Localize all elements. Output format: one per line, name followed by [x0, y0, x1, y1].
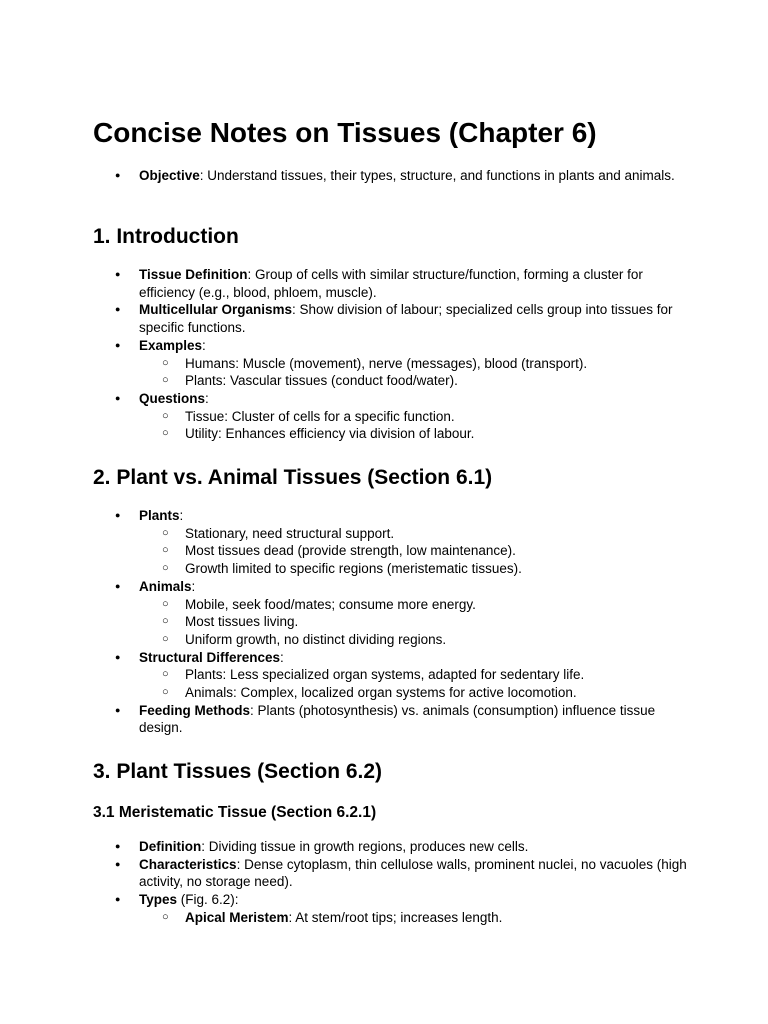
list-item	[139, 390, 687, 443]
item-text: : Plants (photosynthesis) vs. animals (consumption) influence tissue design.	[139, 702, 656, 736]
list-item	[139, 578, 687, 649]
item-text: : Show division of labour; specialized cells group into tissues for specific functions.	[139, 302, 673, 336]
item-label: Multicellular Organisms	[139, 302, 293, 318]
item-label: Characteristics	[139, 856, 237, 872]
sub-list-item: ○ Plants: Less specialized organ systems, adapted for sedentary life.	[185, 666, 687, 684]
sub-list-item: ○ Uniform growth, no distinct dividing regions.	[185, 631, 687, 649]
item-label: Types	[139, 892, 178, 908]
item-text: : Understand tissues, their types, structure, and functions in plants and animals.	[199, 168, 675, 183]
sub-list	[139, 525, 687, 578]
sub-list	[139, 596, 687, 649]
sub-list-item: ○ Most tissues living.	[185, 613, 687, 631]
sub-list-item: ○ Utility: Enhances efficiency via division of labour.	[185, 425, 687, 443]
sub-list-item: ○ Stationary, need structural support.	[185, 525, 687, 543]
item-label: Structural Differences	[139, 649, 281, 665]
list-item	[139, 301, 687, 336]
sub-list-item: ○ Most tissues dead (provide strength, low maintenance).	[185, 542, 687, 560]
sub-list-item: ○ Growth limited to specific regions (meristematic tissues).	[185, 560, 687, 578]
sub-list-item	[185, 909, 687, 927]
item-label: Definition	[139, 839, 202, 854]
item-label: Plants	[139, 508, 180, 523]
meristematic-list	[139, 838, 687, 927]
sub-list	[139, 355, 687, 390]
sub-list	[139, 666, 687, 701]
list-item	[139, 856, 687, 891]
item-text: :	[280, 649, 284, 665]
item-label: Objective	[139, 168, 200, 183]
item-label: Apical Meristem	[185, 909, 289, 925]
list-item	[139, 167, 687, 185]
introduction-list	[139, 266, 687, 443]
sub-list-item: ○ Humans: Muscle (movement), nerve (messages), blood (transport).	[185, 355, 687, 373]
item-label: Feeding Methods	[139, 702, 250, 718]
item-text: :	[205, 390, 209, 406]
list-item	[139, 891, 687, 926]
item-text: (Fig. 6.2):	[177, 892, 239, 908]
sub-list-item: ○ Mobile, seek food/mates; consume more energy.	[185, 596, 687, 614]
list-item	[139, 266, 687, 301]
section-heading: 2. Plant vs. Animal Tissues (Section 6.1)	[93, 466, 493, 489]
page-title: Concise Notes on Tissues (Chapter 6)	[93, 117, 597, 148]
list-item	[139, 337, 687, 390]
item-text: :	[191, 578, 196, 594]
item-text: : At stem/root tips; increases length.	[288, 909, 503, 925]
list-item	[139, 507, 687, 578]
section-heading: 3. Plant Tissues (Section 6.2)	[93, 760, 383, 783]
plant-animal-list	[139, 507, 687, 737]
item-text: :	[179, 508, 184, 523]
sub-list-item: ○ Tissue: Cluster of cells for a specific function.	[185, 408, 687, 426]
sub-list-item: ○ Animals: Complex, localized organ systems for active locomotion.	[185, 684, 687, 702]
item-text: : Group of cells with similar structure/function, forming a cluster for efficiency (e.g., blood, phloem, muscle).	[139, 267, 643, 300]
item-label: Animals	[139, 578, 192, 594]
sub-list	[139, 408, 687, 443]
item-label: Questions	[139, 390, 206, 406]
item-text: :	[202, 337, 206, 353]
subsection-heading: 3.1 Meristematic Tissue (Section 6.2.1)	[93, 804, 377, 821]
item-text: : Dense cytoplasm, thin cellulose walls, prominent nuclei, no vacuoles (high activity, no storage need).	[139, 856, 687, 890]
item-label: Tissue Definition	[139, 267, 248, 282]
section-heading: 1. Introduction	[93, 225, 239, 248]
list-item	[139, 702, 687, 737]
objective-list	[139, 167, 687, 185]
list-item	[139, 838, 687, 856]
item-text: : Dividing tissue in growth regions, produces new cells.	[201, 839, 529, 854]
list-item	[139, 649, 687, 702]
item-label: Examples	[139, 337, 203, 353]
sub-list-item: ○ Plants: Vascular tissues (conduct food/water).	[185, 372, 687, 390]
sub-list	[139, 909, 687, 927]
